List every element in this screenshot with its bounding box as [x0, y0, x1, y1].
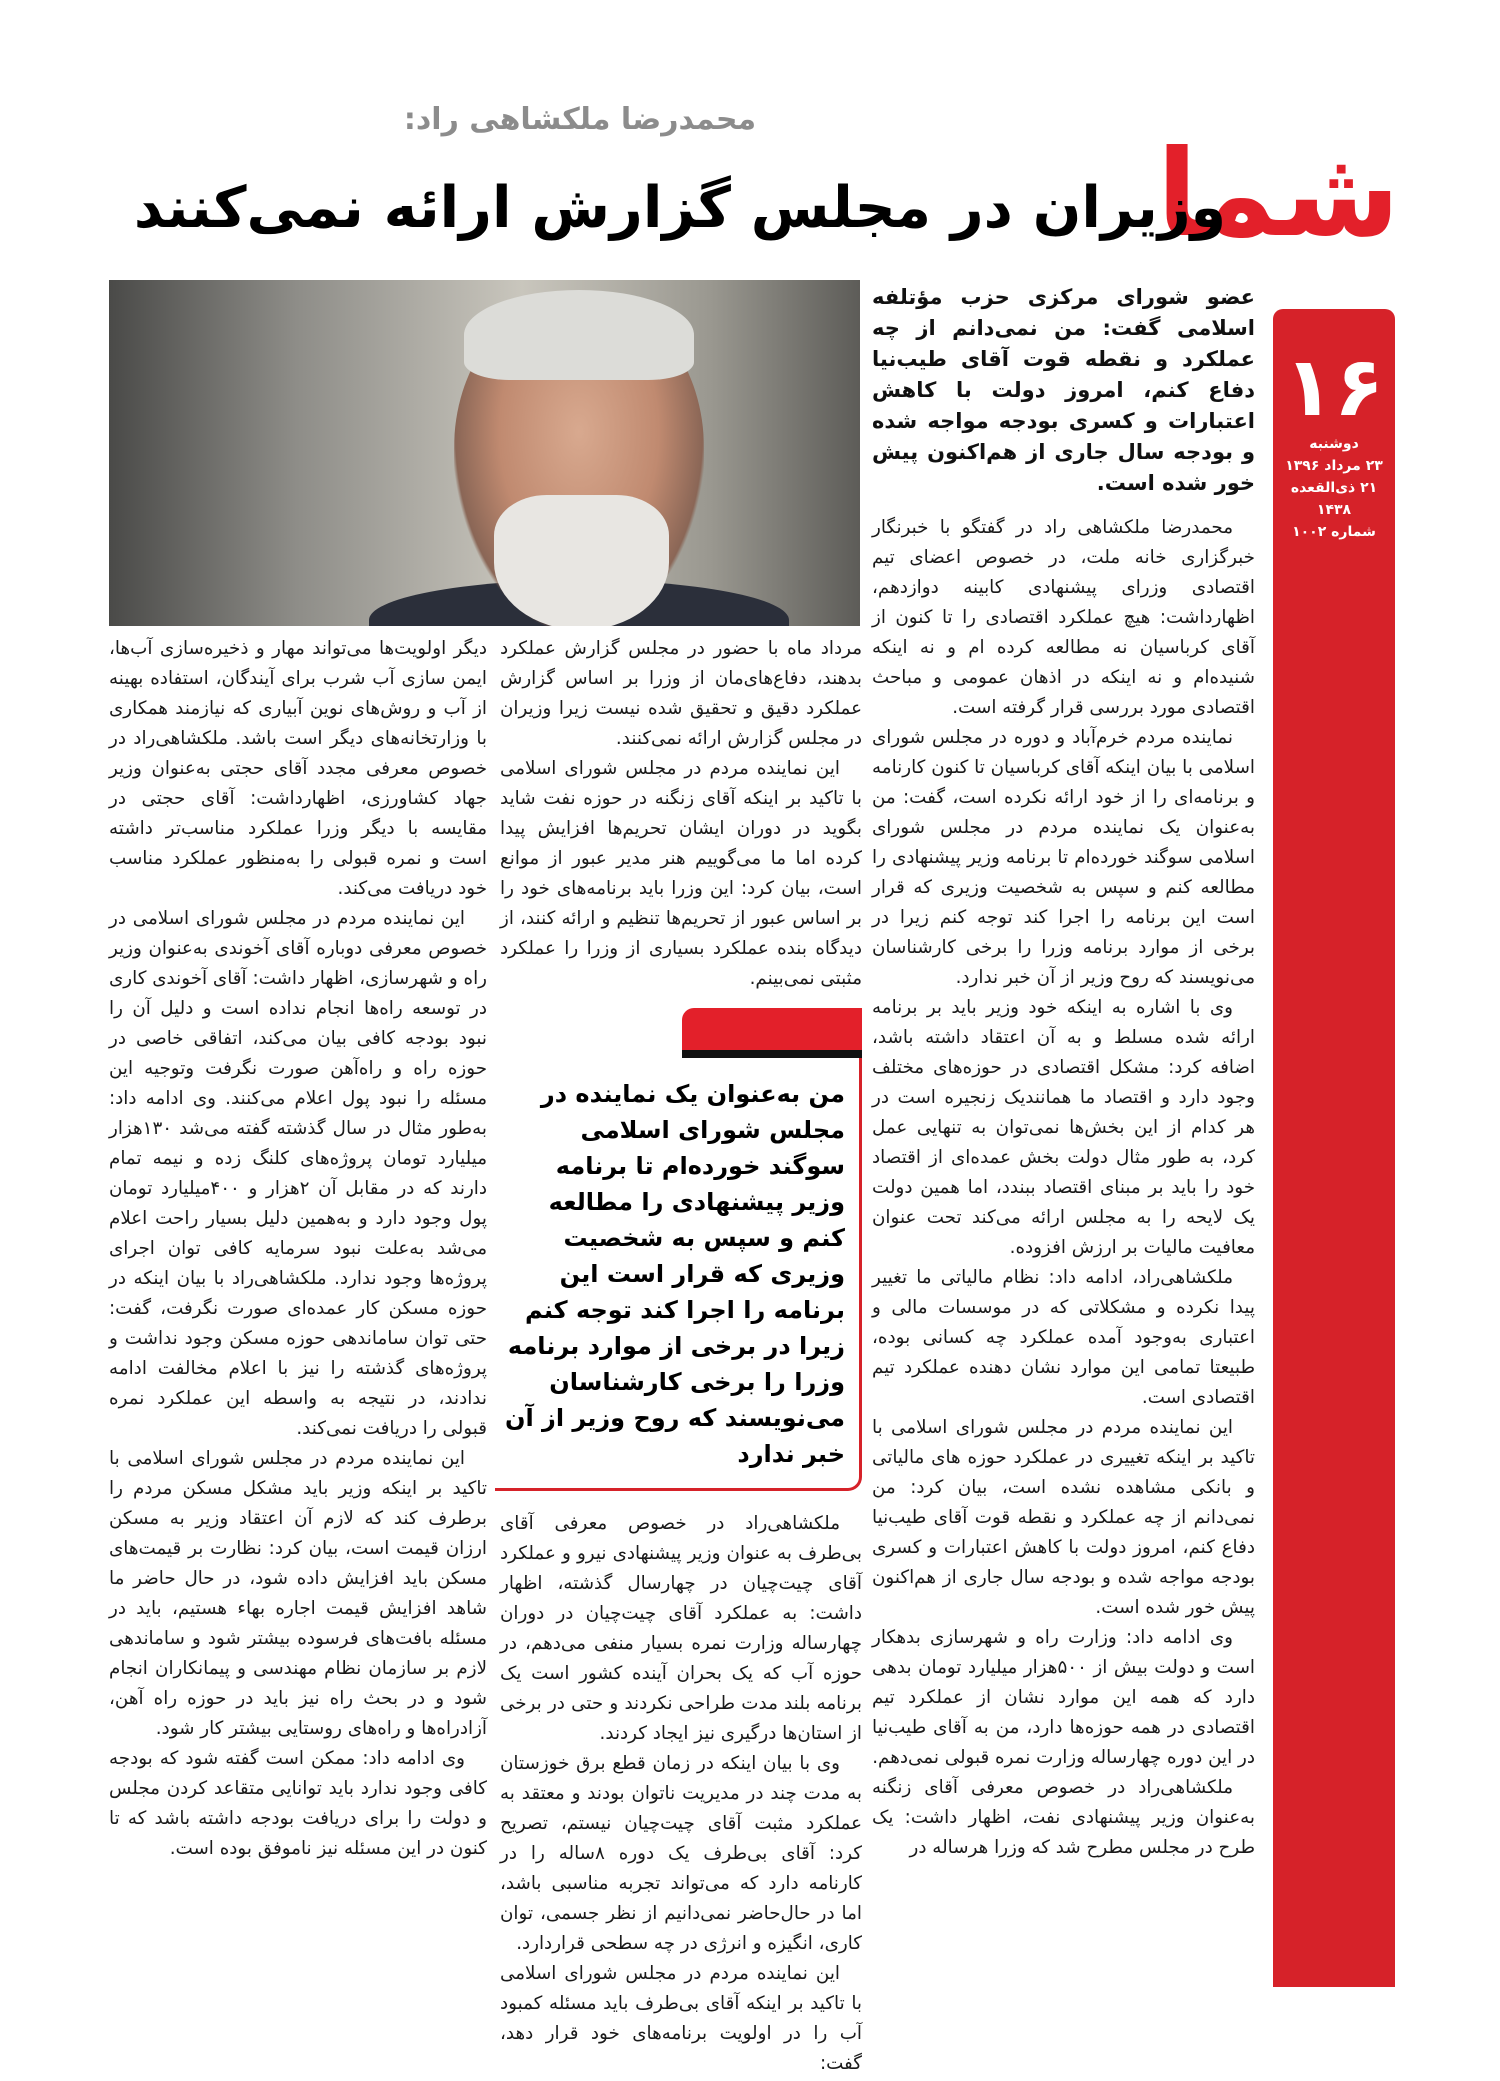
article-headline: وزیران در مجلس گزارش ارائه نمی‌کنند [133, 175, 1227, 241]
paragraph: این نماینده مردم در مجلس شورای اسلامی با تاکید بر اینکه تغییری در عملکرد حوزه های مالیاتی و بانکی مشاهده نشده است، بیان کرد: من نمی‌دانم از چه عملکرد و نقطه قوت آقای طیب‌نیا دفاع کنم، امروز دولت با کاهش اعتبارات و کسری بودجه مواجه شده و بودجه سال جاری از هم‌اکنون پیش خور شده است. [872, 1417, 1255, 1618]
article-kicker: محمدرضا ملکشاهی راد: [403, 102, 757, 137]
article-lead: عضو شورای مرکزی حزب مؤتلفه اسلامی گفت: من نمی‌دانم از چه عملکرد و نقطه قوت آقای طیب‌نیا دفاع کنم، امروز دولت با کاهش اعتبارات و کسری بودجه مواجه شده و بودجه سال جاری از هم‌اکنون پیش خور شده است. [872, 285, 1255, 495]
paragraph: این نماینده مردم در مجلس شورای اسلامی در خصوص معرفی دوباره آقای آخوندی به‌عنوان وزیر راه و شهرسازی، اظهار داشت: آقای آخوندی کاری در توسعه راه‌ها انجام نداده است و دلیل آن را نبود بودجه کافی بیان می‌کند، اتفاقی خاصی در حوزه راه و راه‌آهن صورت نگرفت وتوجیه این مسئله را نبود پول اعلام می‌کنند. وی ادامه داد: به‌طور مثال در سال گذشته گفته می‌شد ۱۳۰هزار میلیارد تومان پروژه‌های کلنگ زده و نیمه تمام دارند که در مقابل آن ۲هزار و ۴۰۰میلیارد تومان پول وجود دارد و به‌همین دلیل بسیار راحت اعلام می‌شد به‌علت نبود سرمایه کافی توان اجرای پروژه‌ها وجود ندارد. ملکشاهی‌راد با بیان اینکه در حوزه مسکن کار عمده‌ای صورت نگرفت، گفت: حتی توان ساماندهی حوزه مسکن وجود نداشت و پروژه‌های گذشته را نیز با اعلام مخالفت ادامه ندادند، در نتیجه به واسطه این عملکرد نمره قبولی را دریافت نمی‌کند. [109, 908, 487, 1439]
paragraph: ملکشاهی‌راد در خصوص معرفی آقای بی‌طرف به عنوان وزیر پیشنهادی نیرو و عملکرد آقای چیت‌چیان در چهارسال گذشته، اظهار داشت: به عملکرد آقای چیت‌چیان در دوران چهارساله وزارت نمره بسیار منفی می‌دهم، در حوزه آب که یک بحران آینده کشور است یک برنامه بلند مدت طراحی نکردند و حتی در برخی از استان‌ها درگیری نیز ایجاد کردند. [500, 1513, 862, 1744]
column-right [872, 282, 1255, 1863]
quote-black-rule [682, 1050, 862, 1058]
pull-quote-text: من به‌عنوان یک نماینده در مجلس شورای اسلامی سوگند خورده‌ام تا برنامه وزیر پیشنهادی را مطالعه کنم و سپس به شخصیت وزیری که قرار است این برنامه را اجرا کند توجه کنم زیرا در برخی از موارد برنامه وزرا را برخی کارشناسان می‌نویسند که روح وزیر از آن خبر ندارد [504, 1080, 845, 1468]
issue-number: شماره ۱۰۰۲ [1292, 524, 1376, 540]
pull-quote-box [495, 1008, 862, 1491]
paragraph: وی ادامه داد: وزارت راه و شهرسازی بدهکار است و دولت بیش از ۵۰۰هزار میلیارد تومان بدهی دارد که همه این موارد نشان از عملکرد تیم اقتصادی در همه حوزه‌ها دارد، من به آقای طیب‌نیا در این دوره چهارساله وزارت نمره قبولی نمی‌دهم. [872, 1627, 1255, 1768]
column-middle [500, 634, 862, 2079]
column-left [109, 634, 487, 1864]
photo-beard [494, 495, 669, 626]
weekday: دوشنبه [1309, 436, 1359, 452]
photo-hair [464, 290, 694, 380]
quote-red-tab [682, 1008, 862, 1050]
paragraph: مرداد ماه با حضور در مجلس گزارش عملکرد بدهند، دفاع‌های‌مان از وزرا بر اساس گزارش عملکرد دقیق و تحقیق شده نیست زیرا وزیران در مجلس گزارش ارائه نمی‌کنند. [500, 638, 862, 749]
paragraph: این نماینده مردم در مجلس شورای اسلامی با تاکید بر اینکه آقای زنگنه در حوزه نفت شاید بگوید در دوران ایشان تحریم‌ها افزایش پیدا کرده اما ما می‌گوییم هنر مدیر عبور از موانع است، بیان کرد: این وزرا باید برنامه‌های خود را بر اساس عبور از تحریم‌ها تنظیم و ارائه کنند، از دیدگاه بنده عملکرد بسیاری از وزرا را عملکرد مثبتی نمی‌بینم. [500, 758, 862, 989]
newspaper-logo: شما [1156, 125, 1400, 264]
page-number: ۱۶ [1283, 340, 1385, 435]
date-lunar: ۲۱ ذی‌القعده ۱۴۳۸ [1290, 480, 1378, 518]
paragraph: این نماینده مردم در مجلس شورای اسلامی با تاکید بر اینکه وزیر باید مشکل مسکن مردم را برطرف کند که لازم آن اعتقاد وزیر به مسکن ارزان قیمت است، بیان کرد: نظارت بر قیمت‌های مسکن باید افزایش داده شود، در حال حاضر ما شاهد افزایش قیمت اجاره بهاء هستیم، باید در مسئله بافت‌های فرسوده بیشتر شود و ساماندهی لازم بر سازمان نظام مهندسی و پیمانکاران انجام شود و در بحث راه نیز باید در حوزه راه آهن، آزادراه‌ها و راه‌های روستایی بیشتر کار شود. [109, 1448, 487, 1739]
paragraph: وی با اشاره به اینکه خود وزیر باید بر برنامه ارائه شده مسلط و به آن اعتقاد داشته باشد، اضافه کرد: مشکل اقتصادی در حوزه‌های مختلف وجود دارد و اقتصاد ما همانندیک زنجیره است در هر کدام از این بخش‌ها نمی‌توان به تنهایی عمل کرد، به طور مثال دولت بخش عمده‌ای از اقتصاد خود را باید بر مبنای اقتصاد ببندد، اما همین دولت یک لایحه را به مجلس ارائه می‌کند تحت عنوان معافیت مالیات بر ارزش افزوده. [872, 997, 1255, 1258]
page-info-sidebar [1273, 309, 1395, 1987]
paragraph: وی ادامه داد: ممکن است گفته شود که بودجه کافی وجود ندارد باید توانایی متقاعد کردن مجلس و دولت را برای دریافت بودجه داشته باشد که تا کنون در این مسئله نیز ناموفق بوده است. [109, 1748, 487, 1859]
paragraph: نماینده مردم خرم‌آباد و دوره در مجلس شورای اسلامی با بیان اینکه آقای کرباسیان تا کنون کارنامه و برنامه‌ای را از خود ارائه نکرده است، گفت: من به‌عنوان یک نماینده مردم در مجلس شورای اسلامی سوگند خورده‌ام تا برنامه وزیر پیشنهادی را مطالعه کنم و سپس به شخصیت وزیری که قرار است این برنامه را اجرا کند توجه کنم زیرا در برخی از موارد برنامه وزرا را برخی کارشناسان می‌نویسند که روح وزیر از آن خبر ندارد. [872, 727, 1255, 988]
paragraph: وی با بیان اینکه در زمان قطع برق خوزستان به مدت چند در مدیریت ناتوان بودند و معتقد به عملکرد مثبت آقای چیت‌چیان نیستم، تصریح کرد: آقای بی‌طرف یک دوره ۸ساله را در کارنامه دارد که می‌تواند تجربه مناسبی باشد، اما در حال‌حاضر نمی‌دانیم از نظر جسمی، توان کاری، انگیزه و انرژی در چه سطحی قراردارد. [500, 1753, 862, 1954]
paragraph: دیگر اولویت‌ها می‌تواند مهار و ذخیره‌سازی آب‌ها، ایمن سازی آب شرب برای آیندگان، استفاده بهینه از آب و روش‌های نوین آبیاری که نیازمند همکاری با وزارتخانه‌های دیگر است باشد. ملکشاهی‌راد در خصوص معرفی مجدد آقای حجتی به‌عنوان وزیر جهاد کشاورزی، اظهارداشت: آقای حجتی در مقایسه با دیگر وزرا عملکرد مناسب‌تر داشته است و نمره قبولی را به‌منظور عملکرد مناسب خود دریافت می‌کند. [109, 638, 487, 899]
paragraph: ملکشاهی‌راد، ادامه داد: نظام مالیاتی ما تغییر پیدا نکرده و مشکلاتی که در موسسات مالی و اعتباری به‌وجود آمده عملکرد چه کسانی بوده، طبیعتا تمامی این موارد نشان دهنده عملکرد تیم اقتصادی است. [872, 1267, 1255, 1408]
date-solar: ۲۳ مرداد ۱۳۹۶ [1285, 458, 1383, 474]
paragraph: ملکشاهی‌راد در خصوص معرفی آقای زنگنه به‌عنوان وزیر پیشنهادی نفت، اظهار داشت: یک طرح در مجلس مطرح شد که وزرا هرساله در [872, 1777, 1255, 1858]
paragraph: این نماینده مردم در مجلس شورای اسلامی با تاکید بر اینکه آقای بی‌طرف باید مسئله کمبود آب را در اولویت برنامه‌های خود قرار دهد، گفت: [500, 1963, 862, 2074]
paragraph: محمدرضا ملکشاهی راد در گفتگو با خبرنگار خبرگزاری خانه ملت، در خصوص اعضای تیم اقتصادی وزرای پیشنهادی کابینه دوازدهم، اظهارداشت: هیچ عملکرد اقتصادی را تا کنون از آقای کرباسیان نه مطالعه کرده ام و نه اینکه شنیده‌ام و نه اینکه در اذهان عمومی و مباحث اقتصادی مورد بررسی قرار گرفته است. [872, 517, 1255, 718]
portrait-photo [109, 280, 860, 626]
